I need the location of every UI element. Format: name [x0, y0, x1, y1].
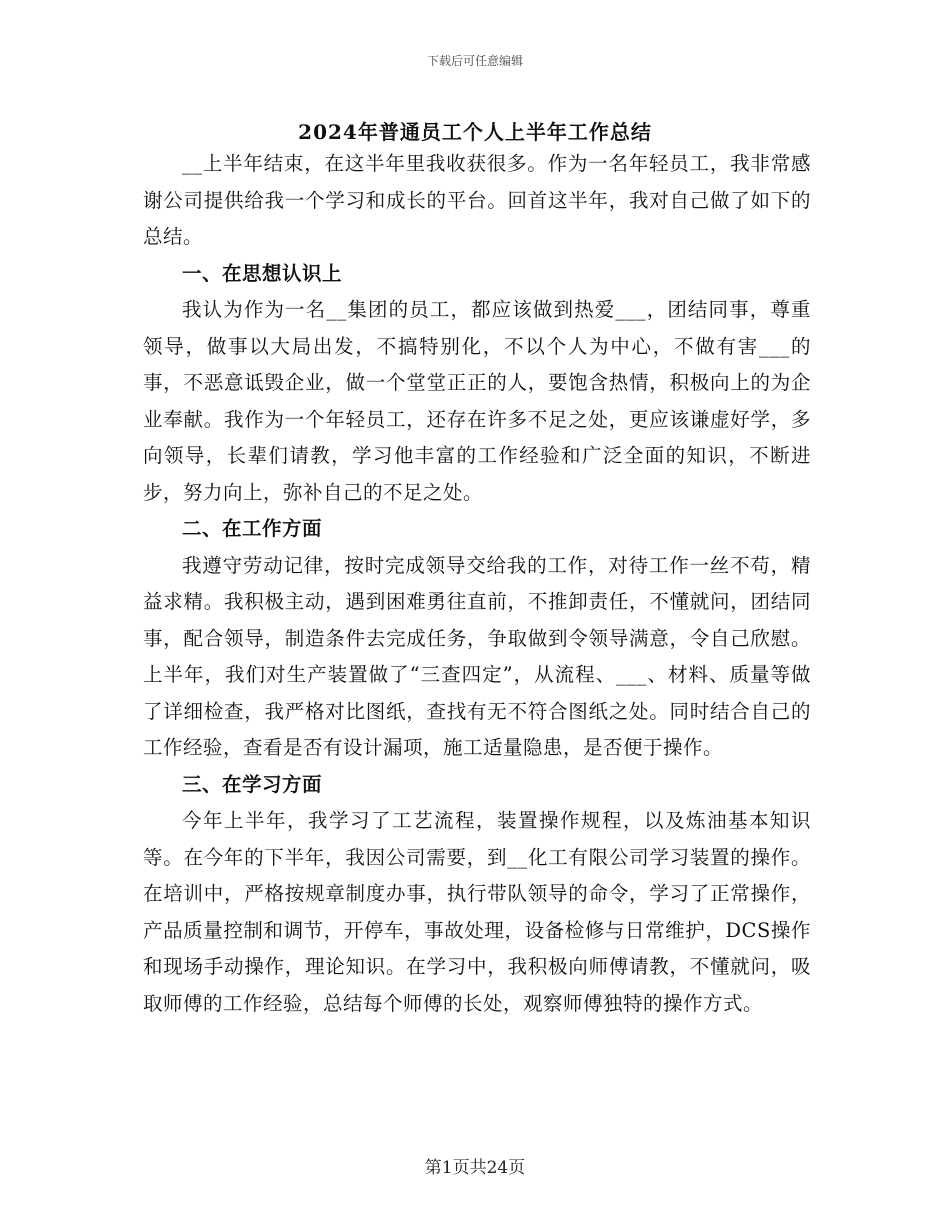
section-paragraph-study: 今年上半年，我学习了工艺流程，装置操作规程，以及炼油基本知识等。在今年的下半年，我因公司需要，到__化工有限公司学习装置的操作。在培训中，严格按规章制度办事，执行带队领导的命令，学习了正常操作，产品质量控制和调节，开停车，事故处理，设备检修与日常维护，DCS操作和现场手动操作，理论知识。在学习中，我积极向师傅请教，不懂就问，吸取师傅的工作经验，总结每个师傅的长处，观察师傅独特的操作方式。 [143, 809, 811, 1015]
document-body [143, 146, 811, 1022]
intro-paragraph: __上半年结束，在这半年里我收获很多。作为一名年轻员工，我非常感谢公司提供给我一个学习和成长的平台。回首这半年，我对自己做了如下的总结。 [143, 152, 811, 248]
section-paragraph-work: 我遵守劳动记律，按时完成领导交给我的工作，对待工作一丝不苟，精益求精。我积极主动，遇到困难勇往直前，不推卸责任，不懂就问，团结同事，配合领导，制造条件去完成任务，争取做到令领导满意，令自己欣慰。上半年，我们对生产装置做了“三查四定”，从流程、___、材料、质量等做了详细检查，我严格对比图纸，查找有无不符合图纸之处。同时结合自己的工作经验，查看是否有设计漏项，施工适量隐患，是否便于操作。 [143, 553, 811, 759]
page-title: 2024年普通员工个人上半年工作总结 [298, 120, 652, 144]
section-heading-study: 三、在学习方面 [182, 772, 323, 796]
section-paragraph-thought: 我认为作为一名__集团的员工，都应该做到热爱___，团结同事，尊重领导，做事以大局出发，不搞特别化，不以个人为中心，不做有害___的事，不恶意诋毁企业，做一个堂堂正正的人，要饱含热情，积极向上的为企业奉献。我作为一个年轻员工，还存在许多不足之处，更应该谦虚好学，多向领导，长辈们请教，学习他丰富的工作经验和广泛全面的知识，不断进步，努力向上，弥补自己的不足之处。 [143, 298, 811, 504]
page-number: 第1页共24页 [424, 1158, 526, 1178]
section-heading-thought: 一、在思想认识上 [182, 261, 343, 285]
section-heading-work: 二、在工作方面 [182, 517, 323, 540]
header-note: 下载后可任意编辑 [426, 54, 523, 68]
